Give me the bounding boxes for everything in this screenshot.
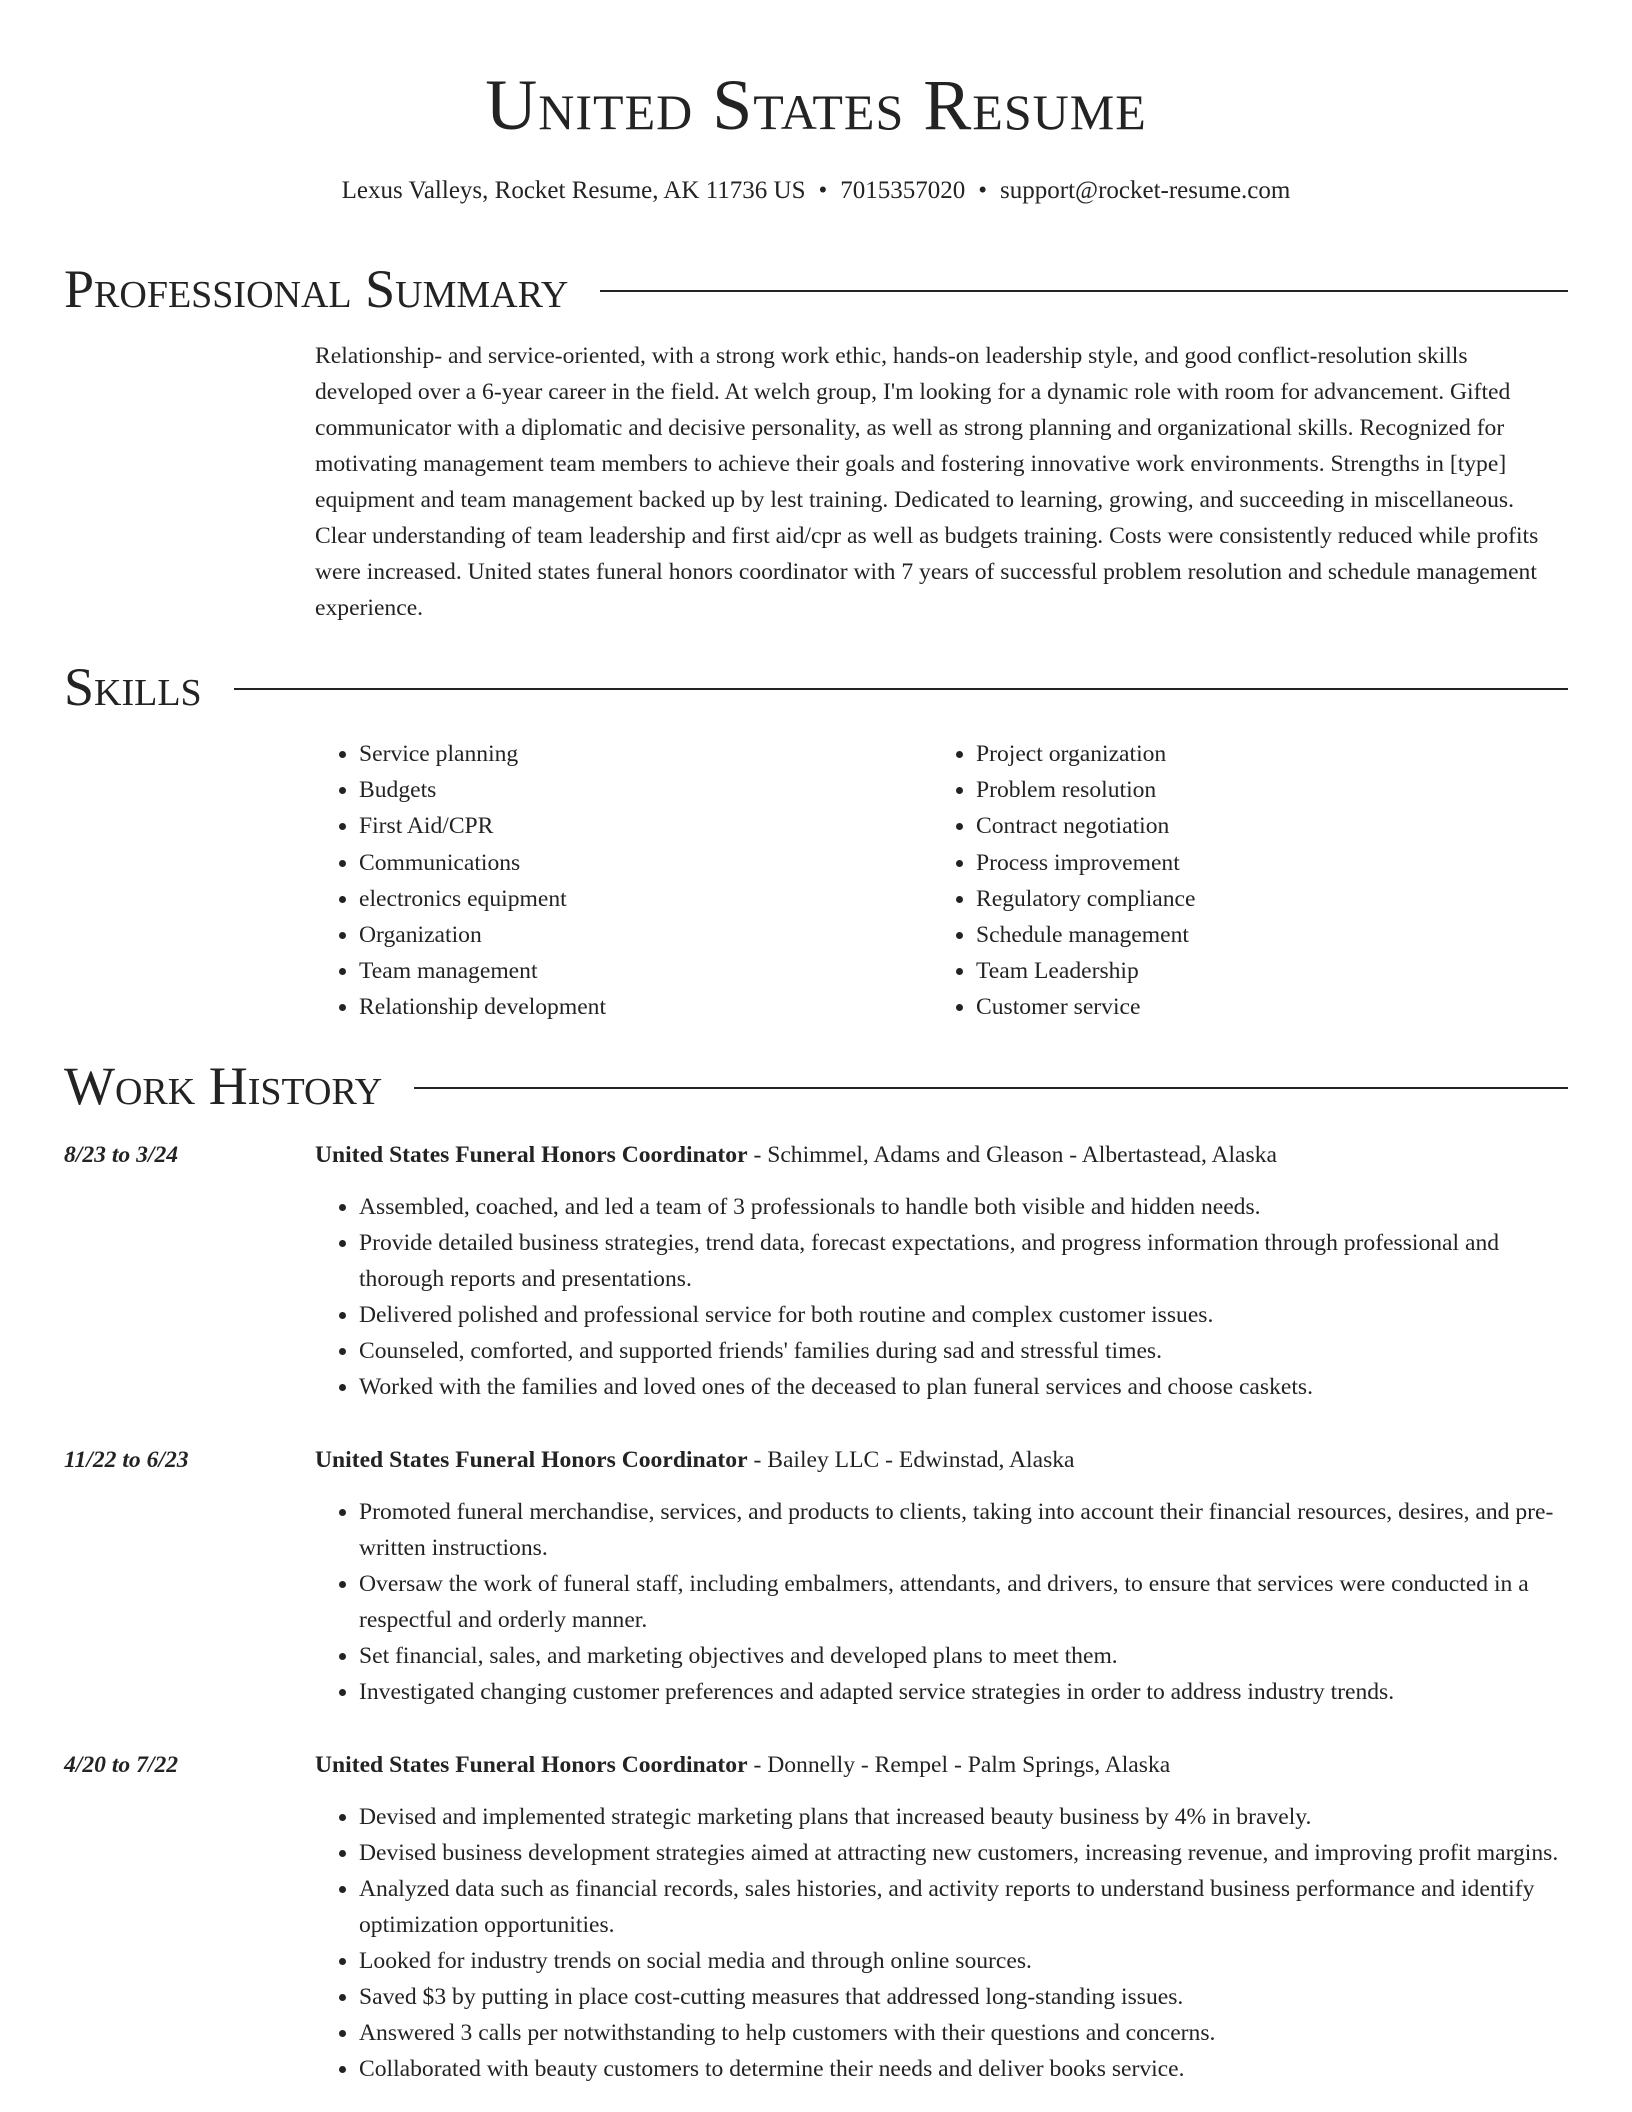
summary-section-header bbox=[64, 256, 1568, 322]
skills-column-left bbox=[315, 736, 932, 1026]
skill-item: • Team Leadership bbox=[976, 953, 1549, 989]
job-bullet: • Set financial, sales, and marketing objectives and developed plans to meet them. bbox=[359, 1638, 1568, 1674]
skills-section-header bbox=[64, 654, 1568, 720]
job-bullet: • Answered 3 calls per notwithstanding to help customers with their questions and concerns. bbox=[359, 2015, 1568, 2051]
job-bullets bbox=[315, 1799, 1568, 2087]
contact-line bbox=[64, 174, 1568, 208]
contact-email: support@rocket-resume.com bbox=[1000, 177, 1291, 204]
job-bullet: • Analyzed data such as financial records, sales histories, and activity reports to understand business performance and identify optimization opportunities. bbox=[359, 1871, 1568, 1943]
work-section-title: Work History bbox=[64, 1056, 383, 1116]
job-dates: 4/20 to 7/22 bbox=[64, 1752, 179, 1778]
contact-separator: • bbox=[818, 177, 828, 204]
skill-item: • Contract negotiation bbox=[976, 808, 1549, 844]
work-section-header bbox=[64, 1053, 1568, 1119]
contact-separator: • bbox=[978, 177, 988, 204]
job-bullet: • Investigated changing customer preferences and adapted service strategies in order to address industry trends. bbox=[359, 1674, 1568, 1710]
skills-list bbox=[315, 736, 1568, 1026]
skill-item: • Customer service bbox=[976, 989, 1549, 1025]
contact-address: Lexus Valleys, Rocket Resume, AK 11736 US bbox=[341, 177, 806, 204]
professional-summary-text: Relationship- and service-oriented, with a strong work ethic, hands-on leadership style, and good conflict-resolution skills developed over a 6-year career in the field. At welch group, I'm looking for a dynamic role with room for advancement. Gifted communicator with a diplomatic and decisive personality, as well as strong planning and organizational skills. Recognized for motivating management team members to achieve their goals and fostering innovative work environments. Strengths in [type] equipment and team management backed up by lest training. Dedicated to learning, growing, and succeeding in miscellaneous. Clear understanding of team leadership and first aid/cpr as well as budgets training. Costs were consistently reduced while profits were increased. United states funeral honors coordinator with 7 years of successful problem resolution and schedule management experience. bbox=[315, 343, 1539, 621]
job-title-line bbox=[315, 1137, 1568, 1173]
job-bullet: • Worked with the families and loved ones of the deceased to plan funeral services and choose caskets. bbox=[359, 1369, 1568, 1405]
job-dates: 8/23 to 3/24 bbox=[64, 1142, 179, 1168]
contact-phone: 7015357020 bbox=[840, 177, 966, 204]
section-divider bbox=[234, 688, 1568, 690]
skill-item: • Project organization bbox=[976, 736, 1549, 772]
job-bullet: • Devised and implemented strategic marketing plans that increased beauty business by 4% in bravely. bbox=[359, 1799, 1568, 1835]
job-bullet: • Promoted funeral merchandise, services, and products to clients, taking into account their financial resources, desires, and pre-written instructions. bbox=[359, 1494, 1568, 1566]
job-title: United States Funeral Honors Coordinator bbox=[315, 1142, 748, 1168]
skill-item: • Regulatory compliance bbox=[976, 881, 1549, 917]
skill-item: • Schedule management bbox=[976, 917, 1549, 953]
job-bullets bbox=[315, 1189, 1568, 1405]
job-bullet: • Saved $3 by putting in place cost-cutting measures that addressed long-standing issues. bbox=[359, 1979, 1568, 2015]
skill-item: • Organization bbox=[359, 917, 932, 953]
job-bullet: • Oversaw the work of funeral staff, including embalmers, attendants, and drivers, to ensure that services were conducted in a respectful and orderly manner. bbox=[359, 1566, 1568, 1638]
skill-item: • Process improvement bbox=[976, 845, 1549, 881]
skill-item: • Budgets bbox=[359, 772, 932, 808]
skills-section-title: Skills bbox=[64, 657, 202, 717]
skill-item: • Team management bbox=[359, 953, 932, 989]
job-bullet: • Delivered polished and professional service for both routine and complex customer issues. bbox=[359, 1297, 1568, 1333]
job-title-line bbox=[315, 1747, 1568, 1783]
summary-section-title: Professional Summary bbox=[64, 259, 569, 319]
skill-item: • electronics equipment bbox=[359, 881, 932, 917]
job-title: United States Funeral Honors Coordinator bbox=[315, 1752, 748, 1778]
job-dates: 11/22 to 6/23 bbox=[64, 1447, 189, 1473]
skill-item: • Problem resolution bbox=[976, 772, 1549, 808]
job-title: United States Funeral Honors Coordinator bbox=[315, 1447, 748, 1473]
job-title-line bbox=[315, 1442, 1568, 1478]
skill-item: • Service planning bbox=[359, 736, 932, 772]
skill-item: • Communications bbox=[359, 845, 932, 881]
resume-name: United States Resume bbox=[485, 65, 1147, 145]
job-employer: - Bailey LLC - Edwinstad, Alaska bbox=[747, 1447, 1075, 1473]
job-bullet: • Assembled, coached, and led a team of 3 professionals to handle both visible and hidden needs. bbox=[359, 1189, 1568, 1225]
job-bullets bbox=[315, 1494, 1568, 1710]
job-bullet: • Counseled, comforted, and supported friends' families during sad and stressful times. bbox=[359, 1333, 1568, 1369]
job-bullet: • Looked for industry trends on social media and through online sources. bbox=[359, 1943, 1568, 1979]
job-employer: - Schimmel, Adams and Gleason - Albertastead, Alaska bbox=[747, 1142, 1277, 1168]
job-bullet: • Collaborated with beauty customers to determine their needs and deliver books service. bbox=[359, 2051, 1568, 2087]
job-bullet: • Devised business development strategies aimed at attracting new customers, increasing revenue, and improving profit margins. bbox=[359, 1835, 1568, 1871]
skill-item: • First Aid/CPR bbox=[359, 808, 932, 844]
section-divider bbox=[414, 1087, 1568, 1089]
skills-column-right bbox=[932, 736, 1549, 1026]
job-bullet: • Provide detailed business strategies, trend data, forecast expectations, and progress information through professional and thorough reports and presentations. bbox=[359, 1225, 1568, 1297]
skill-item: • Relationship development bbox=[359, 989, 932, 1025]
section-divider bbox=[600, 290, 1568, 292]
job-employer: - Donnelly - Rempel - Palm Springs, Alaska bbox=[747, 1752, 1171, 1778]
